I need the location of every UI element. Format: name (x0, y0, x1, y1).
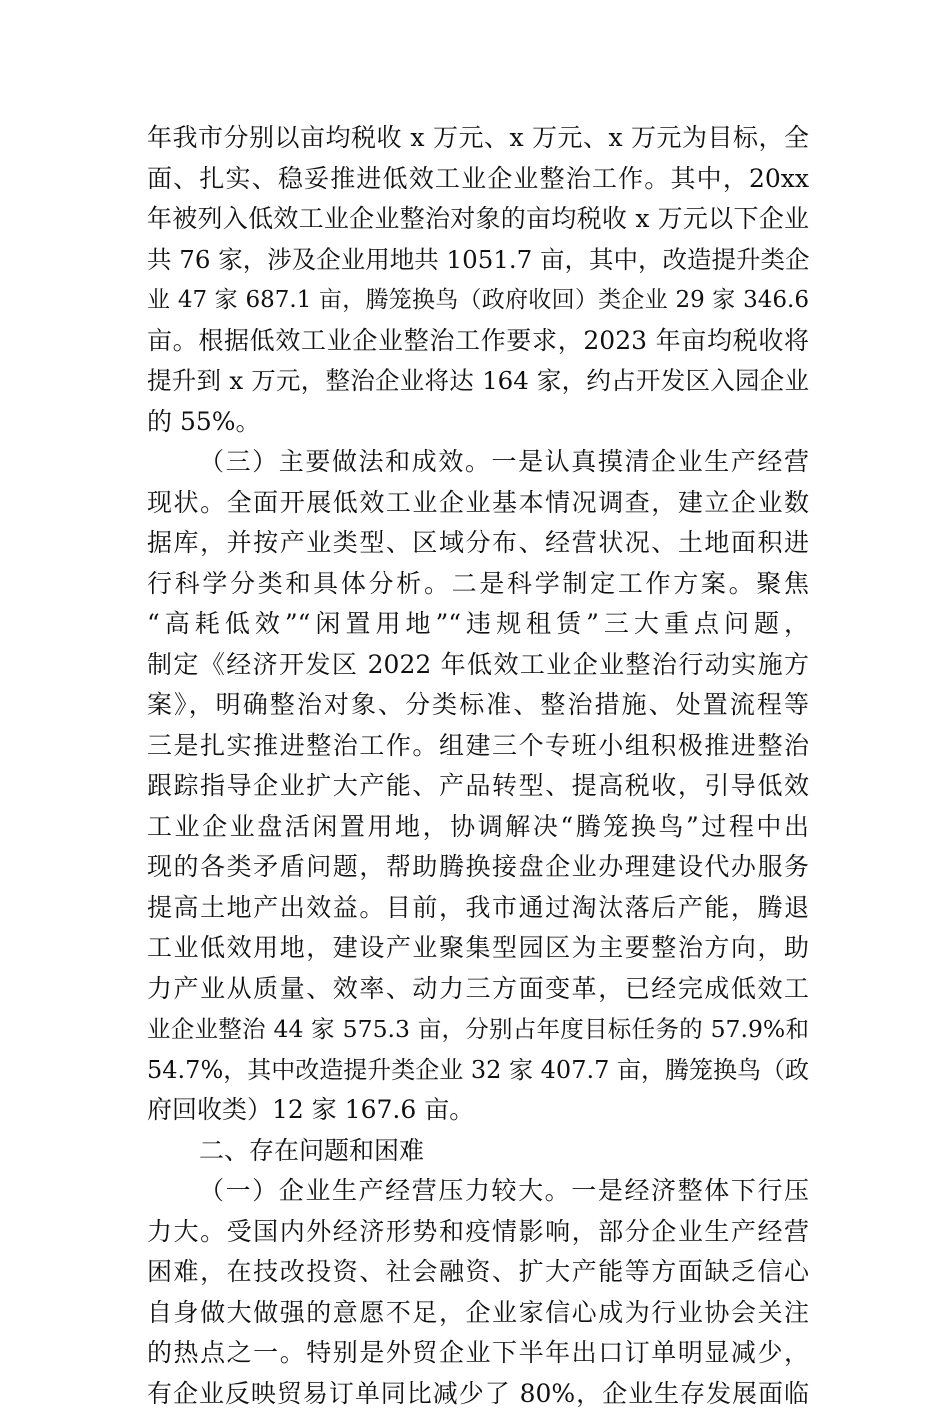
paragraph-line: 困难，在技改投资、社会融资、扩大产能等方面缺乏信心 (147, 1252, 809, 1293)
paragraph-line: 现状。全面开展低效工业企业基本情况调查，建立企业数 (147, 483, 809, 524)
paragraph-line: 亩。根据低效工业企业整治工作要求，2023 年亩均税收将 (147, 321, 809, 362)
paragraph-line: 的热点之一。特别是外贸企业下半年出口订单明显减少， (147, 1333, 809, 1374)
paragraph-line: 制定《经济开发区 2022 年低效工业企业整治行动实施方 (147, 645, 809, 686)
document-body (147, 118, 809, 1414)
paragraph-line: 年被列入低效工业企业整治对象的亩均税收 x 万元以下企业 (147, 199, 809, 240)
paragraph-line: 现的各类矛盾问题，帮助腾换接盘企业办理建设代办服务 (147, 847, 809, 888)
paragraph-line: “高耗低效”“闲置用地”“违规租赁”三大重点问题， (147, 604, 809, 645)
paragraph-line: 提升到 x 万元，整治企业将达 164 家，约占开发区入园企业 (147, 361, 809, 402)
paragraph-line: 的 55%。 (147, 402, 809, 443)
paragraph-line: 业企业整治 44 家 575.3 亩，分别占年度目标任务的 57.9%和 (147, 1009, 809, 1050)
paragraph-line: 行科学分类和具体分析。二是科学制定工作方案。聚焦 (147, 564, 809, 605)
section-heading: 二、存在问题和困难 (147, 1131, 809, 1172)
paragraph-line: 54.7%，其中改造提升类企业 32 家 407.7 亩，腾笼换鸟（政 (147, 1050, 809, 1091)
paragraph-line: 工业低效用地，建设产业聚集型园区为主要整治方向，助 (147, 928, 809, 969)
paragraph-line: 府回收类）12 家 167.6 亩。 (147, 1090, 809, 1131)
paragraph-line: 三是扎实推进整治工作。组建三个专班小组积极推进整治 (147, 726, 809, 767)
paragraph-line: 力产业从质量、效率、动力三方面变革，已经完成低效工 (147, 969, 809, 1010)
paragraph-line: 业 47 家 687.1 亩，腾笼换鸟（政府收回）类企业 29 家 346.6 (147, 280, 809, 321)
paragraph-line: 共 76 家，涉及企业用地共 1051.7 亩，其中，改造提升类企 (147, 240, 809, 281)
paragraph-line: 面、扎实、稳妥推进低效工业企业整治工作。其中，20xx (147, 159, 809, 200)
paragraph-line: 有企业反映贸易订单同比减少了 80%，企业生存发展面临 (147, 1374, 809, 1414)
paragraph-line: 提高土地产出效益。目前，我市通过淘汰落后产能，腾退 (147, 888, 809, 929)
paragraph-line: 跟踪指导企业扩大产能、产品转型、提高税收，引导低效 (147, 766, 809, 807)
paragraph-line: 工业企业盘活闲置用地，协调解决“腾笼换鸟”过程中出 (147, 807, 809, 848)
paragraph-line: 据库，并按产业类型、区域分布、经营状况、土地面积进 (147, 523, 809, 564)
paragraph-line: （一）企业生产经营压力较大。一是经济整体下行压 (147, 1171, 809, 1212)
paragraph-line: 自身做大做强的意愿不足，企业家信心成为行业协会关注 (147, 1293, 809, 1334)
paragraph-line: 年我市分别以亩均税收 x 万元、x 万元、x 万元为目标，全 (147, 118, 809, 159)
paragraph-line: （三）主要做法和成效。一是认真摸清企业生产经营 (147, 442, 809, 483)
paragraph-line: 案》，明确整治对象、分类标准、整治措施、处置流程等 (147, 685, 809, 726)
paragraph-line: 力大。受国内外经济形势和疫情影响，部分企业生产经营 (147, 1212, 809, 1253)
